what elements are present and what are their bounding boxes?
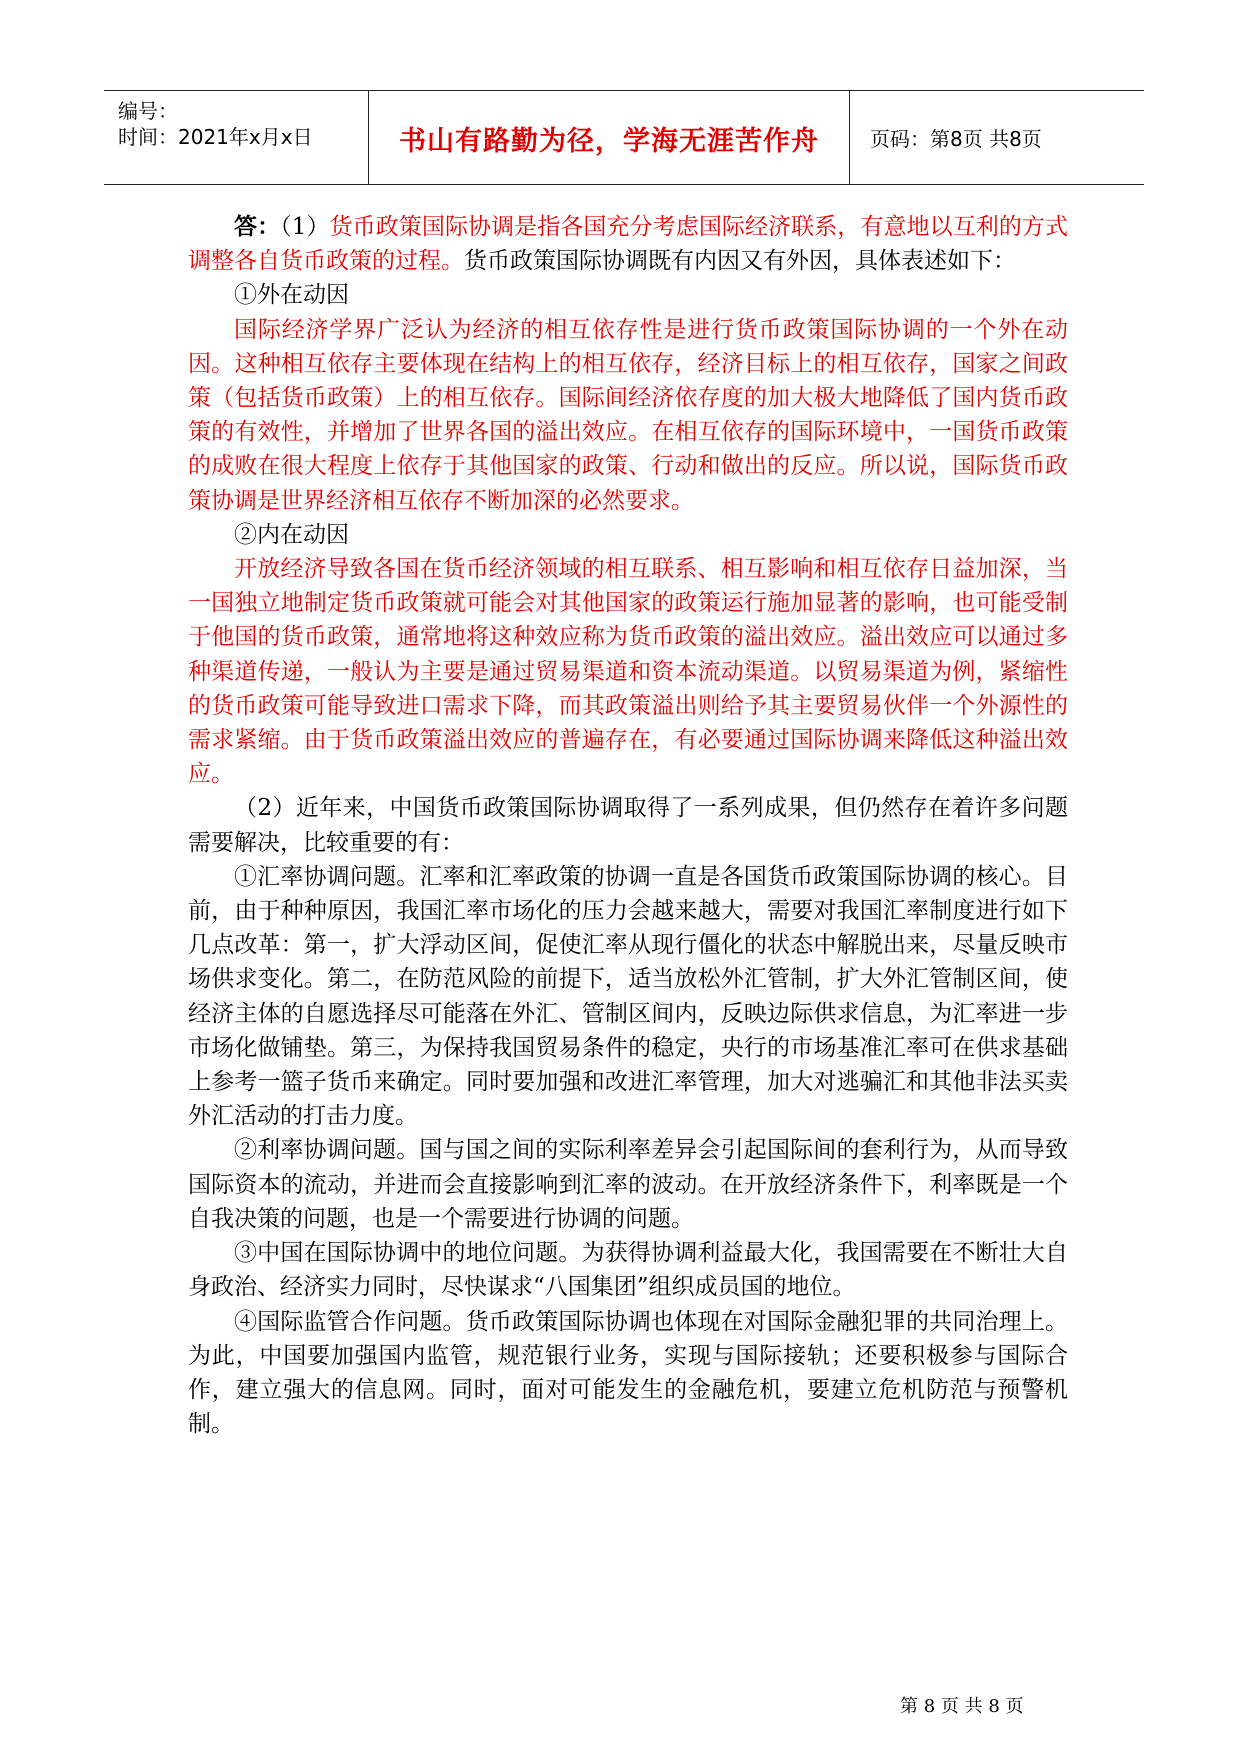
answer-prefix: 答：	[234, 213, 281, 240]
paragraph-supervision: ④国际监管合作问题。货币政策国际协调也体现在对国际金融犯罪的共同治理上。为此，中国要加强国内监管，规范银行业务，实现与国际接轨；还要积极参与国际合作，建立强大的信息网。同时，面对可能发生的金融危机，要建立危机防范与预警机制。	[188, 1308, 1068, 1438]
paragraph-exchange-rate: ①汇率协调问题。汇率和汇率政策的协调一直是各国货币政策国际协调的核心。目前，由于种种原因，我国汇率市场化的压力会越来越大，需要对我国汇率制度进行如下几点改革：第一，扩大浮动区间，促使汇率从现行僵化的状态中解脱出来，尽量反映市场供求变化。第二，在防范风险的前提下，适当放松外汇管制，扩大外汇管制区间，使经济主体的自愿选择尽可能落在外汇、管制区间内，反映边际供求信息，为汇率进一步市场化做铺垫。第三，为保持我国贸易条件的稳定，央行的市场基准汇率可在供求基础上参考一篮子货币来确定。同时要加强和改进汇率管理，加大对逃骗汇和其他非法买卖外汇活动的打击力度。	[188, 863, 1068, 1130]
header-page-cell	[850, 91, 1144, 184]
answer-paragraph-2: （2）近年来，中国货币政策国际协调取得了一系列成果，但仍然存在着许多问题需要解决，比较重要的有：	[188, 795, 1068, 856]
document-body	[188, 210, 1068, 1441]
page-footer: 第 8 页 共 8 页	[900, 1696, 1024, 1717]
paragraph-international-status: ③中国在国际协调中的地位问题。为获得协调利益最大化，我国需要在不断壮大自身政治、经济实力同时，尽快谋求“八国集团”组织成员国的地位。	[188, 1240, 1068, 1301]
paragraph-interest-rate: ②利率协调问题。国与国之间的实际利率差异会引起国际间的套利行为，从而导致国际资本的流动，并进而会直接影响到汇率的波动。在开放经济条件下，利率既是一个自我决策的问题，也是一个需要进行协调的问题。	[188, 1137, 1068, 1232]
header-page-number: 页码：第8页 共8页	[870, 127, 1042, 151]
answer-paragraph-1-tail: 货币政策国际协调既有内因又有外因，具体表述如下：	[464, 248, 1016, 275]
document-time-label: 时间：2021年x月x日	[118, 125, 313, 149]
heading-internal-cause: ②内在动因	[234, 521, 349, 548]
definition-highlight: 货币政策国际协调是指各国充分考虑国际经济联系，有意地以互利的方式调整各自货币政策的过程。	[188, 214, 1069, 275]
header-motto-cell	[368, 91, 850, 184]
document-number-label: 编号：	[118, 99, 178, 123]
header-info-cell	[104, 91, 368, 184]
answer-paragraph-1	[188, 210, 1068, 278]
header-motto: 书山有路勤为径，学海无涯苦作舟	[399, 126, 819, 157]
heading-external-cause: ①外在动因	[234, 282, 349, 309]
paragraph-internal-cause: 开放经济导致各国在货币经济领域的相互联系、相互影响和相互依存日益加深，当一国独立地制定货币政策就可能会对其他国家的政策运行施加显著的影响，也可能受制于他国的货币政策，通常地将这种效应称为货币政策的溢出效应。溢出效应可以通过多种渠道传递，一般认为主要是通过贸易渠道和资本流动渠道。以贸易渠道为例，紧缩性的货币政策可能导致进口需求下降，而其政策溢出则给予其主要贸易伙伴一个外源性的需求紧缩。由于货币政策溢出效应的普遍存在，有必要通过国际协调来降低这种溢出效应。	[188, 556, 1068, 788]
answer-part-number: （1）	[280, 214, 330, 240]
document-header	[104, 90, 1144, 185]
paragraph-external-cause: 国际经济学界广泛认为经济的相互依存性是进行货币政策国际协调的一个外在动因。这种相互依存主要体现在结构上的相互依存，经济目标上的相互依存，国家之间政策（包括货币政策）上的相互依存。国际间经济依存度的加大极大地降低了国内货币政策的有效性，并增加了世界各国的溢出效应。在相互依存的国际环境中，一国货币政策的成败在很大程度上依存于其他国家的政策、行动和做出的反应。所以说，国际货币政策协调是世界经济相互依存不断加深的必然要求。	[188, 316, 1068, 514]
